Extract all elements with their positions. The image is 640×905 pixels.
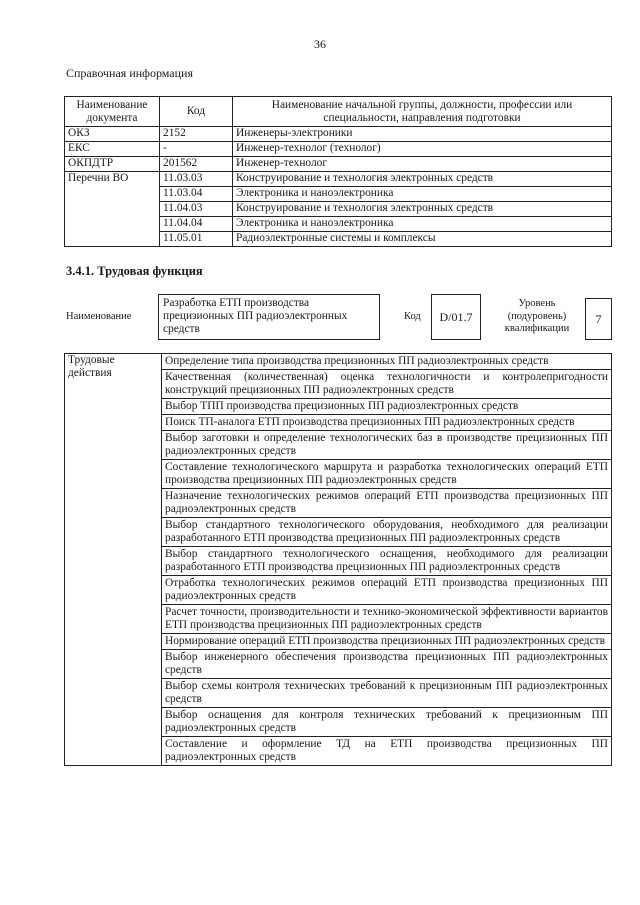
reference-code: 201562: [160, 157, 233, 172]
reference-doc: Перечни ВО: [65, 172, 160, 247]
reference-code: 11.03.04: [160, 187, 233, 202]
reference-code: 2152: [160, 127, 233, 142]
reference-name: Конструирование и технология электронных средств: [233, 202, 612, 217]
labor-action: Выбор стандартного технологического оборудования, необходимого для реализации разработанного ЕТП производства прецизионных ПП радиоэлектронных средств: [162, 518, 612, 547]
labor-action: Составление и оформление ТД на ЕТП производства прецизионных ПП радиоэлектронных средств: [162, 737, 612, 766]
qualification-level-value: 7: [585, 298, 612, 340]
reference-title: Справочная информация: [66, 66, 193, 80]
reference-code: 11.04.03: [160, 202, 233, 217]
qualification-level-label: Уровень (подуровень) квалификации: [504, 298, 570, 334]
reference-row: [65, 142, 612, 157]
reference-name: Радиоэлектронные системы и комплексы: [233, 232, 612, 247]
labor-action-row: [65, 354, 612, 370]
function-code-label: Код: [404, 311, 421, 322]
section-heading: 3.4.1. Трудовая функция: [66, 264, 203, 278]
reference-row: [65, 157, 612, 172]
reference-name: Электроника и наноэлектроника: [233, 217, 612, 232]
labor-action: Выбор инженерного обеспечения производства прецизионных ПП радиоэлектронных средств: [162, 650, 612, 679]
labor-action: Выбор оснащения для контроля технических требований к прецизионным ПП радиоэлектронных средств: [162, 708, 612, 737]
reference-name: Инженер-технолог: [233, 157, 612, 172]
function-name-label: Наименование: [66, 311, 132, 322]
labor-action: Определение типа производства прецизионных ПП радиоэлектронных средств: [162, 354, 612, 370]
labor-action: Нормирование операций ЕТП производства прецизионных ПП радиоэлектронных средств: [162, 634, 612, 650]
reference-name: Конструирование и технология электронных средств: [233, 172, 612, 187]
header-code: Код: [160, 97, 233, 127]
labor-action: Расчет точности, производительности и технико-экономической эффективности вариантов ЕТП производства прецизионных ПП радиоэлектронных средств: [162, 605, 612, 634]
reference-doc: ЕКС: [65, 142, 160, 157]
reference-row: [65, 127, 612, 142]
labor-action: Выбор ТПП производства прецизионных ПП радиоэлектронных средств: [162, 399, 612, 415]
reference-name: Инженеры-электроники: [233, 127, 612, 142]
function-code-value: D/01.7: [431, 294, 481, 340]
reference-doc: ОКПДТР: [65, 157, 160, 172]
reference-table: [64, 96, 612, 247]
reference-code: 11.03.03: [160, 172, 233, 187]
reference-code: 11.04.04: [160, 217, 233, 232]
labor-action: Выбор схемы контроля технических требований к прецизионным ПП радиоэлектронных средств: [162, 679, 612, 708]
labor-actions-table: [64, 353, 612, 766]
labor-action: Выбор стандартного технологического оснащения, необходимого для реализации разработанного ЕТП производства прецизионных ПП радиоэлектронных средств: [162, 547, 612, 576]
header-document: Наименование документа: [65, 97, 160, 127]
labor-action: Отработка технологических режимов операций ЕТП производства прецизионных ПП радиоэлектронных средств: [162, 576, 612, 605]
reference-row: [65, 172, 612, 187]
reference-header-row: [65, 97, 612, 127]
reference-name: Инженер-технолог (технолог): [233, 142, 612, 157]
reference-code: 11.05.01: [160, 232, 233, 247]
reference-doc: ОКЗ: [65, 127, 160, 142]
reference-name: Электроника и наноэлектроника: [233, 187, 612, 202]
page-number: 36: [314, 37, 326, 51]
labor-action: Назначение технологических режимов операций ЕТП производства прецизионных ПП радиоэлектронных средств: [162, 489, 612, 518]
header-name: Наименование начальной группы, должности, профессии или специальности, направления подготовки: [233, 97, 612, 127]
labor-action: Качественная (количественная) оценка технологичности и контролепригодности конструкций прецизионных ПП радиоэлектронных средств: [162, 370, 612, 399]
reference-code: -: [160, 142, 233, 157]
function-name-value: Разработка ЕТП производства прецизионных ПП радиоэлектронных средств: [158, 294, 380, 340]
labor-action: Составление технологического маршрута и разработка технологических операций ЕТП производства прецизионных ПП радиоэлектронных средств: [162, 460, 612, 489]
labor-action: Поиск ТП-аналога ЕТП производства прецизионных ПП радиоэлектронных средств: [162, 415, 612, 431]
labor-actions-label: Трудовые действия: [65, 354, 162, 766]
labor-action: Выбор заготовки и определение технологических баз в производстве прецизионных ПП радиоэлектронных средств: [162, 431, 612, 460]
